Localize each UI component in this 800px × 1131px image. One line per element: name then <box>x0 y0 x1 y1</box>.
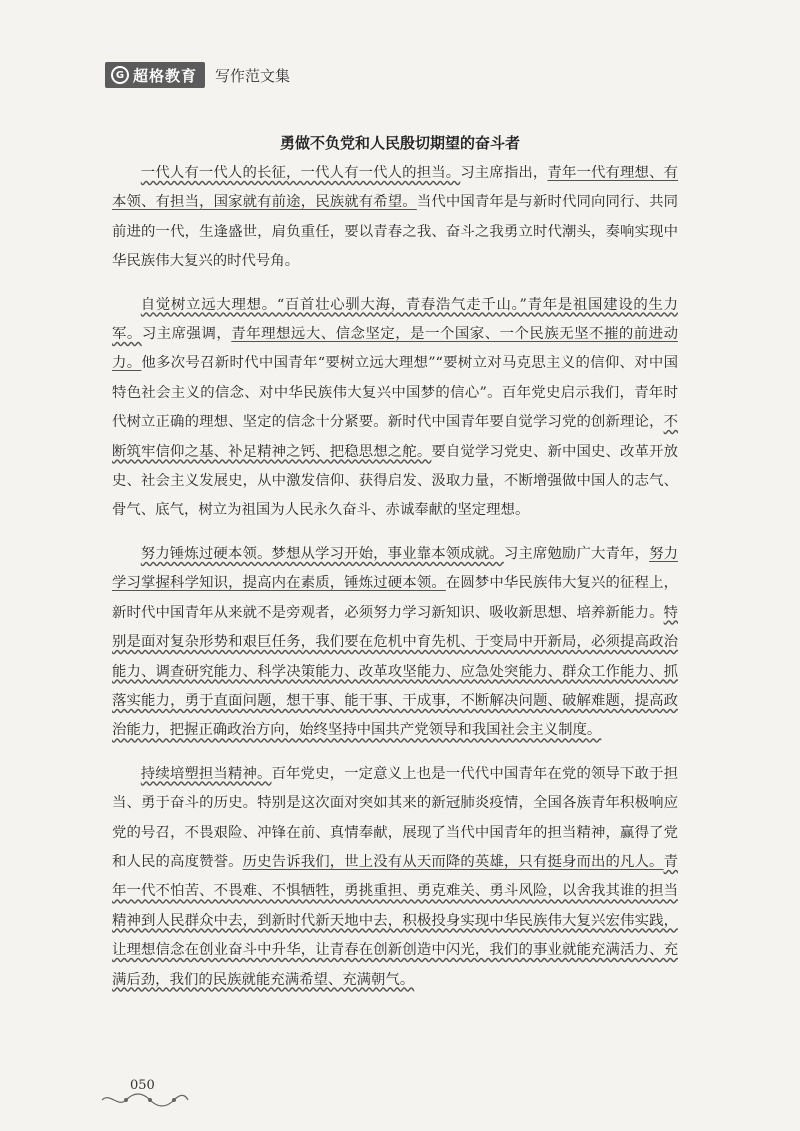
underlined-text: 一代人有一代人的长征，一代人有一代人的担当。 <box>140 165 461 181</box>
text-run: 要自觉学习党史、新中国史、改革开放史、社会主义发展史，从中激发信仰、获得启发、汲取力量，不断增强做中国人的志气、骨气、底气，树立为祖国为人民永久奋斗、赤诚奉献的坚定理想。 <box>112 443 678 519</box>
paragraph <box>112 540 678 746</box>
underlined-text: 青年一代有理想、有本领、有担当，国家就有前途，民族就有希望。 <box>112 165 678 211</box>
section-title: 写作范文集 <box>215 66 291 85</box>
underlined-text: 青年一代不怕苦、不畏难、不惧牺牲，勇挑重担、勇克难关、勇斗风险，以舍我其谁的担当精神到人民群众中去，到新时代新天地中去，积极投身实现中华民族伟大复兴宏伟实践，让理想信念在创业奋斗中升华，让青春在创新创造中闪光，我们的事业就能充满活力、充满后劲，我们的民族就能充满希望、充满朝气。 <box>112 853 678 988</box>
text-run: 习主席指出， <box>460 165 548 181</box>
underlined-text: 持续培塑担当精神。 <box>140 765 272 782</box>
text-run: 习主席强调， <box>141 326 232 343</box>
text-run: 他多次号召新时代中国青年“要树立远大理想”“要树立对马克思主义的信仰、对中国特色社会主义的信念、对中华民族伟大复兴中国梦的信心”。百年党史启示我们，青年时代树立正确的理想、坚定的信念十分紧要。新时代中国青年要自觉学习党的创新理论， <box>112 355 678 431</box>
publisher-logo <box>105 62 205 88</box>
paragraph <box>112 159 678 277</box>
underlined-text: 特别是面对复杂形势和艰巨任务，我们要在危机中育先机、于变局中开新局，必须提高政治能力、调查研究能力、科学决策能力、改革攻坚能力、应急处突能力、群众工作能力、抓落实能力，勇于直面问题，想干事、能干事、干成事，不断解决问题、破解难题，提高政治能力，把握正确政治方向，始终坚持中国共产党领导和我国社会主义制度。 <box>112 604 678 739</box>
text-run: 百年党史，一定意义上也是一代代中国青年在党的领导下敢于担当、勇于奋斗的历史。特别是这次面对突如其来的新冠肺炎疫情，全国各族青年积极响应党的号召，不畏艰险、冲锋在前、真情奉献，展现了当代中国青年的担当精神，赢得了党和人民的高度赞誉。 <box>112 765 678 870</box>
underlined-text: 努力锤炼过硬本领。梦想从学习开始，事业靠本领成就。 <box>140 545 504 562</box>
footer-ornament-icon <box>100 1092 190 1108</box>
article-body <box>112 159 678 1009</box>
underlined-text: 不断筑牢信仰之基、补足精神之钙、把稳思想之舵。 <box>112 414 678 460</box>
page-footer <box>100 1070 200 1110</box>
underlined-text: 自觉树立远大理想。“百首壮心驯大海，青春浩气走千山。”青年是祖国建设的生力军。 <box>112 296 678 343</box>
paragraph <box>112 291 678 526</box>
underlined-text: 青年理想远大、信念坚定，是一个国家、一个民族无坚不摧的前进动力。 <box>112 326 678 372</box>
page-header <box>105 60 290 90</box>
underlined-text: 努力学习掌握科学知识，提高内在素质，锤炼过硬本领。 <box>112 545 678 592</box>
text-run: 当代中国青年是与新时代同向同行、共同前进的一代，生逢盛世，肩负重任，要以青春之我、奋斗之我勇立时代潮头，奏响实现中华民族伟大复兴的时代号角。 <box>112 194 678 270</box>
underlined-text: 历史告诉我们，世上没有从天而降的英雄，只有挺身而出的凡人。 <box>242 853 664 870</box>
logo-g-icon: G <box>111 66 129 84</box>
article-title: 勇做不负党和人民殷切期望的奋斗者 <box>279 134 520 152</box>
paragraph <box>112 760 678 995</box>
logo-text: 超格教育 <box>133 66 198 85</box>
text-run: 习主席勉励广大青年， <box>503 545 650 562</box>
text-run: 在圆梦中华民族伟大复兴的征程上，新时代中国青年从来就不是旁观者，必须努力学习新知识、吸收新思想、培养新能力。 <box>112 575 678 621</box>
page-number: 050 <box>130 1078 155 1093</box>
